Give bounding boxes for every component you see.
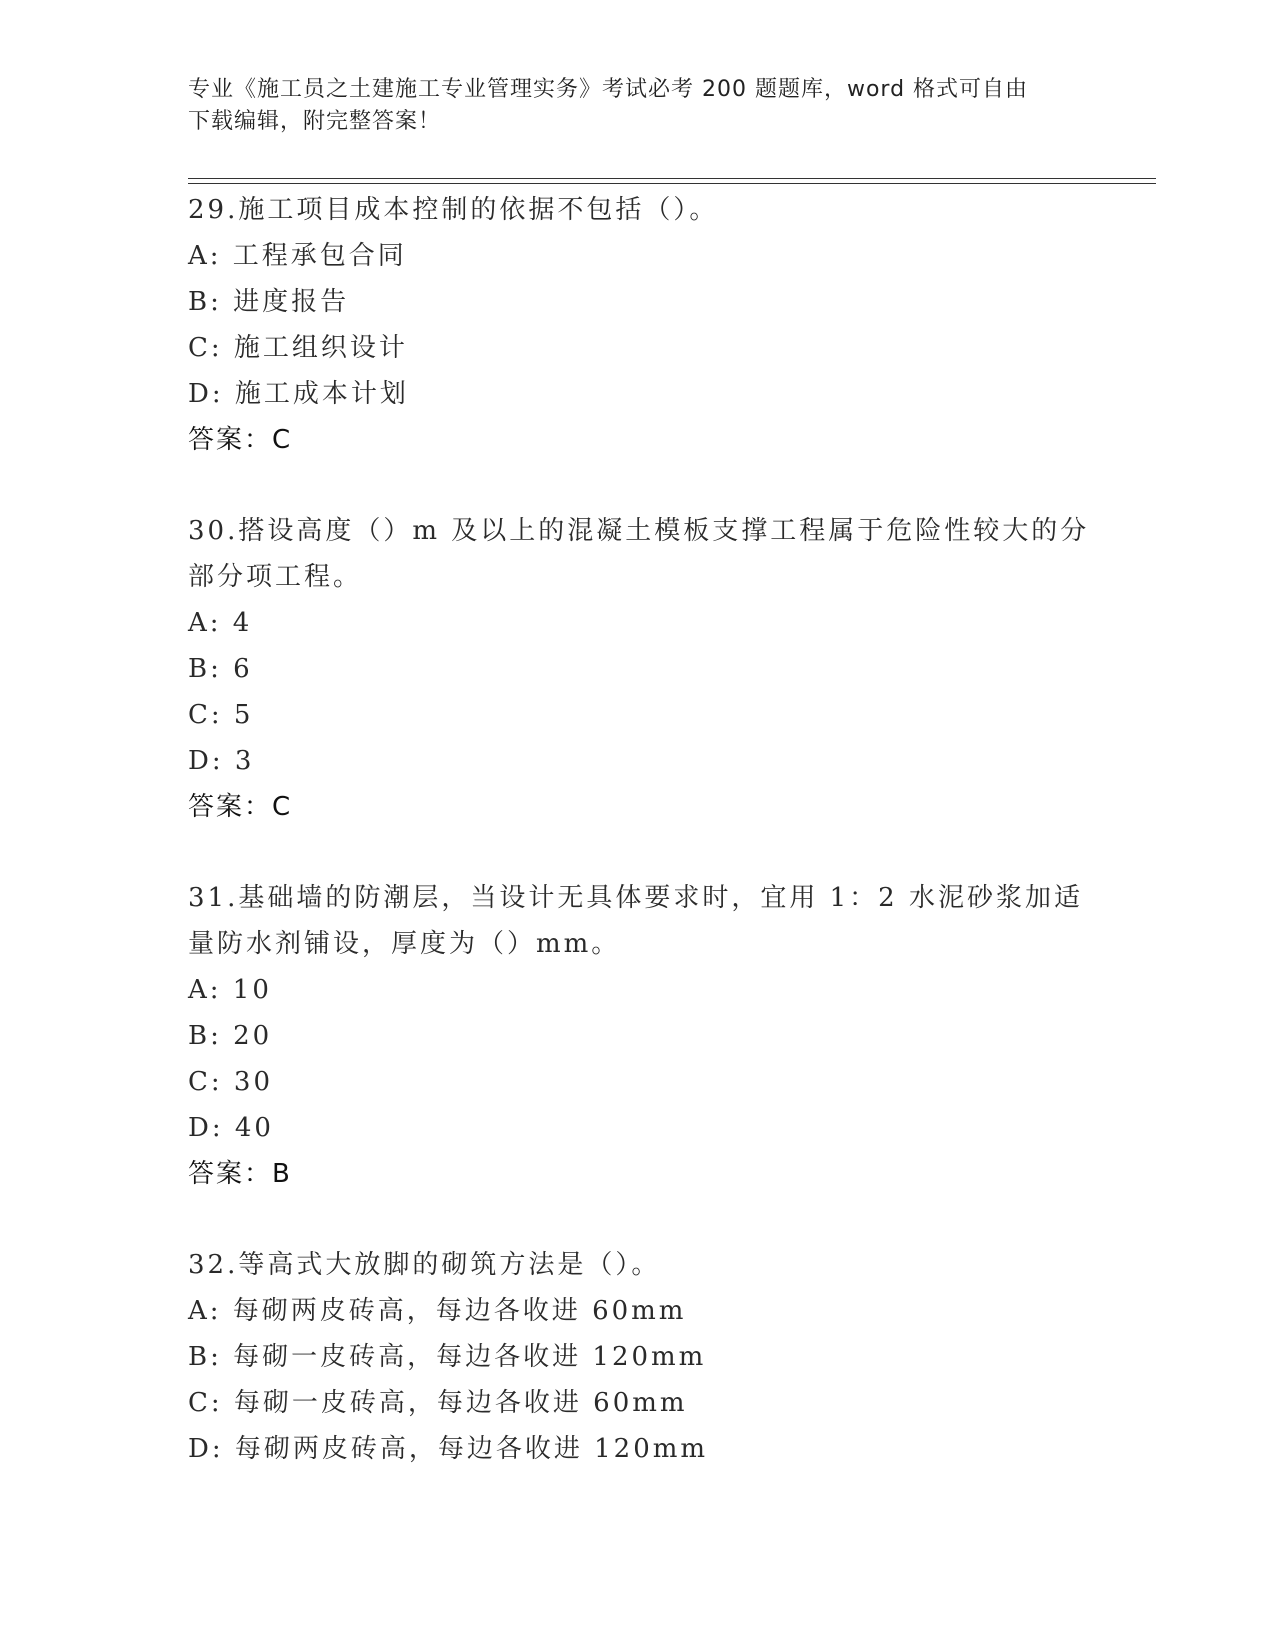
- option-d: D: 每砌两皮砖高，每边各收进 120mm: [188, 1434, 709, 1464]
- question-list: [188, 187, 1088, 1517]
- question-title: [188, 187, 1088, 233]
- option-d: D: 3: [188, 746, 255, 776]
- header-line-1: 专业《施工员之土建施工专业管理实务》考试必考 200 题题库，word 格式可自由: [188, 77, 1029, 102]
- option-c: C: 每砌一皮砖高，每边各收进 60mm: [188, 1388, 688, 1418]
- question-title-line: 31.基础墙的防潮层，当设计无具体要求时，宜用 1：2 水泥砂浆加适: [188, 883, 1083, 913]
- option-c: C: 5: [188, 700, 254, 730]
- header-divider-bottom: [188, 183, 1156, 184]
- question-title-line: 部分项工程。: [188, 562, 363, 592]
- document-header: [188, 74, 1068, 138]
- question-title-line: 29.施工项目成本控制的依据不包括（）。: [188, 195, 719, 225]
- answer: 答案：C: [188, 792, 293, 822]
- header-line-2: 下载编辑，附完整答案！: [188, 109, 442, 134]
- question-title: [188, 1242, 1088, 1288]
- option-a: A: 10: [188, 975, 272, 1005]
- answer: 答案：B: [188, 1159, 292, 1189]
- option-b: B: 进度报告: [188, 287, 350, 317]
- header-divider-top: [188, 178, 1156, 179]
- question-title-line: 量防水剂铺设，厚度为（）mm。: [188, 929, 621, 959]
- question-title: [188, 508, 1088, 600]
- question-title-line: 30.搭设高度（）m 及以上的混凝土模板支撑工程属于危险性较大的分: [188, 516, 1090, 546]
- option-d: D: 施工成本计划: [188, 379, 409, 409]
- option-d: D: 40: [188, 1113, 274, 1143]
- question-30: [188, 508, 1088, 830]
- question-title-line: 32.等高式大放脚的砌筑方法是（）。: [188, 1250, 661, 1280]
- option-b: B: 每砌一皮砖高，每边各收进 120mm: [188, 1342, 707, 1372]
- answer: 答案：C: [188, 425, 293, 455]
- question-29: [188, 187, 1088, 463]
- option-c: C: 施工组织设计: [188, 333, 408, 363]
- question-31: [188, 875, 1088, 1197]
- option-a: A: 工程承包合同: [188, 241, 407, 271]
- option-b: B: 20: [188, 1021, 273, 1051]
- option-c: C: 30: [188, 1067, 274, 1097]
- question-32: [188, 1242, 1088, 1472]
- option-a: A: 4: [188, 608, 253, 638]
- option-b: B: 6: [188, 654, 253, 684]
- option-a: A: 每砌两皮砖高，每边各收进 60mm: [188, 1296, 687, 1326]
- question-title: [188, 875, 1088, 967]
